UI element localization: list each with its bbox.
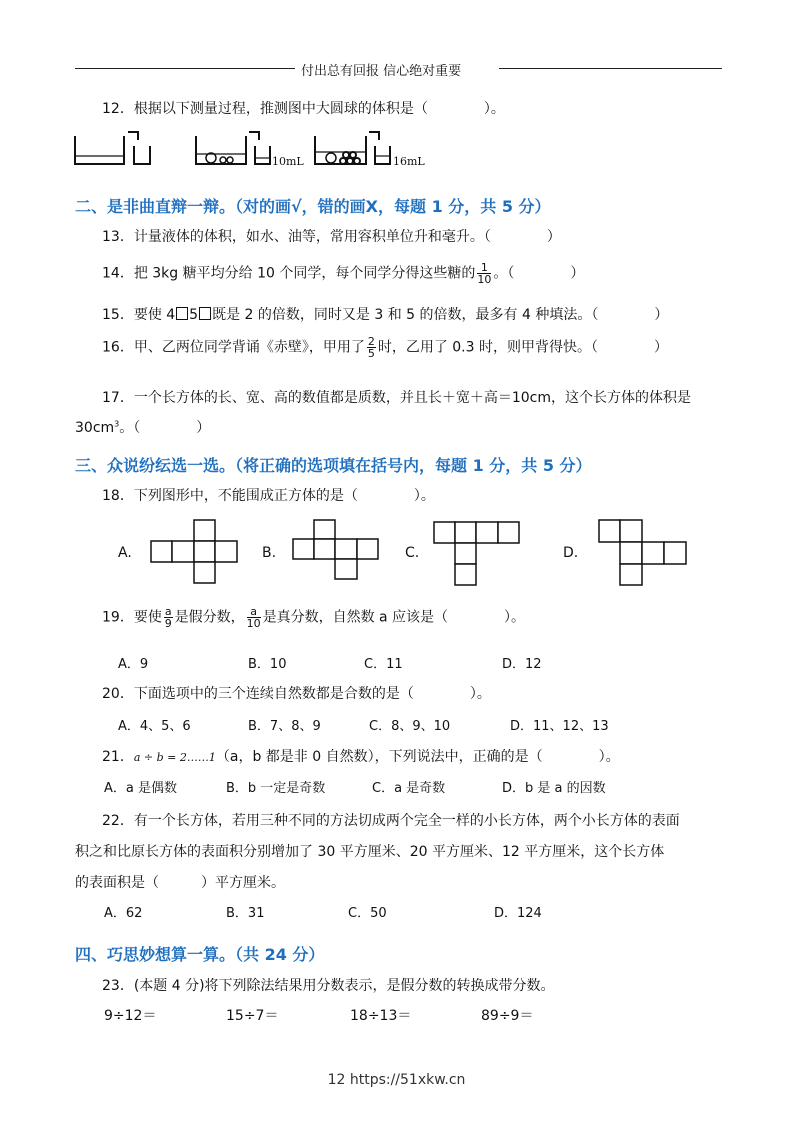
question-22-line-1: 22．有一个长方体，若用三种不同的方法切成两个完全一样的小长方体，两个小长方体的表面 (102, 813, 680, 829)
q21-option-a: A．a 是偶数 (104, 781, 177, 796)
q15-text-a: 15．要使 4 (102, 307, 176, 323)
q23-item-3: 18÷13＝ (350, 1008, 412, 1024)
q22-option-b: B．31 (226, 906, 265, 921)
q21-formula: a ÷ b = 2……1 (133, 751, 216, 764)
q17-volume: 30cm (75, 420, 115, 436)
question-21 (102, 746, 620, 766)
q15-text-c: 既是 2 的倍数，同时又是 3 和 5 的倍数，最多有 4 种填法。（ ） (212, 307, 669, 323)
blank-box (199, 307, 211, 320)
header-rule-right (499, 68, 722, 69)
q15-text-b: 5 (189, 307, 199, 323)
section-4-title: 四、巧思妙想算一算。（共 24 分） (75, 945, 325, 964)
q17-exponent: 3 (114, 419, 120, 429)
q22-option-c: C．50 (348, 906, 387, 921)
page-footer: 12 https://51xkw.cn (327, 1072, 466, 1088)
q19-option-b: B．10 (248, 657, 287, 672)
fraction-numerator: a (247, 606, 261, 618)
question-22-line-2: 积之和比原长方体的表面积分别增加了 30 平方厘米、20 平方厘米、12 平方厘米，这个长方体 (75, 844, 665, 860)
fraction-numerator: a (164, 605, 172, 618)
header-rule-left (75, 68, 295, 69)
q19-text: 19．要使 (102, 609, 162, 626)
cube-net-b (292, 519, 382, 581)
section-2-title: 二、是非曲直辩一辩。（对的画√，错的画X，每题 1 分，共 5 分） (75, 197, 551, 216)
q23-item-1: 9÷12＝ (104, 1008, 157, 1024)
q19-option-d: D．12 (502, 657, 542, 672)
fraction-numerator: 2 (367, 335, 375, 348)
fraction-a-9 (164, 606, 173, 629)
question-15 (102, 304, 668, 324)
question-20: 20．下面选项中的三个连续自然数都是合数的是（ ）。 (102, 686, 491, 702)
q22-option-a: A．62 (104, 906, 143, 921)
fraction-denominator: 5 (367, 347, 375, 360)
q20-option-d: D．11、12、13 (510, 719, 609, 734)
q19-text-mid: 是假分数， (174, 609, 245, 626)
q19-option-c: C．11 (364, 657, 403, 672)
header-motto: 付出总有回报 信心绝对重要 (301, 64, 462, 79)
q21-text: （a，b 都是非 0 自然数），下列说法中，正确的是（ ）。 (215, 749, 620, 765)
q22-option-d: D．124 (494, 906, 542, 921)
q17-answer-blank: 。（ ） (119, 420, 211, 436)
question-13: 13．计量液体的体积，如水、油等，常用容积单位升和毫升。（ ） (102, 229, 561, 245)
q19-answer-blank: 是真分数，自然数 a 应该是（ ）。 (262, 609, 526, 626)
fraction-a-10 (247, 606, 261, 629)
q21-option-c: C．a 是奇数 (372, 781, 446, 796)
q16-text: 16．甲、乙两位同学背诵《赤壁》，甲用了 (102, 339, 365, 356)
q14-answer-blank: 。（ ） (493, 265, 585, 282)
q20-option-c: C．8、9、10 (369, 719, 451, 734)
q19-option-a: A．9 (118, 657, 149, 672)
q23-item-2: 15÷7＝ (226, 1008, 279, 1024)
fraction-numerator: 1 (477, 262, 491, 274)
q21-number: 21． (102, 749, 134, 765)
q21-option-d: D．b 是 a 的因数 (502, 781, 606, 796)
question-12: 12．根据以下测量过程，推测图中大圆球的体积是（ ）。 (102, 101, 505, 117)
q23-item-4: 89÷9＝ (481, 1008, 534, 1024)
fraction-1-10 (477, 262, 491, 285)
fraction-denominator: 10 (246, 617, 261, 630)
beaker-2-volume-label: 10mL (272, 155, 304, 168)
q20-option-b: B．7、8、9 (248, 719, 321, 734)
option-c-label: C. (405, 545, 420, 561)
question-23: 23．(本题 4 分)将下列除法结果用分数表示，是假分数的转换成带分数。 (102, 978, 555, 994)
question-17-line-1: 17．一个长方体的长、宽、高的数值都是质数，并且长＋宽＋高＝10cm，这个长方体的体积是 (102, 390, 691, 406)
q14-text: 14．把 3kg 糖平均分给 10 个同学，每个同学分得这些糖的 (102, 265, 476, 282)
cube-net-d (598, 519, 690, 587)
question-22-line-3: 的表面积是（ ）平方厘米。 (75, 875, 285, 891)
blank-box (176, 307, 188, 320)
option-a-label: A. (118, 545, 132, 561)
cube-net-c (433, 521, 523, 587)
question-14 (102, 262, 584, 285)
fraction-denominator: 10 (477, 273, 492, 286)
question-19 (102, 606, 525, 629)
option-b-label: B. (262, 545, 277, 561)
q16-answer-blank: 时，乙用了 0.3 时，则甲背得快。（ ） (377, 339, 668, 356)
section-3-title: 三、众说纷纭选一选。（将正确的选项填在括号内，每题 1 分，共 5 分） (75, 456, 592, 475)
beaker-3-volume-label: 16mL (393, 155, 425, 168)
option-d-label: D. (563, 545, 579, 561)
q20-option-a: A．4、5、6 (118, 719, 191, 734)
q21-option-b: B．b 一定是奇数 (226, 781, 326, 796)
cube-net-a (150, 519, 240, 585)
question-17-line-2 (75, 417, 210, 437)
question-18: 18．下列图形中，不能围成正方体的是（ ）。 (102, 488, 435, 504)
fraction-2-5 (367, 336, 376, 359)
fraction-denominator: 9 (164, 617, 172, 630)
question-16 (102, 336, 668, 359)
